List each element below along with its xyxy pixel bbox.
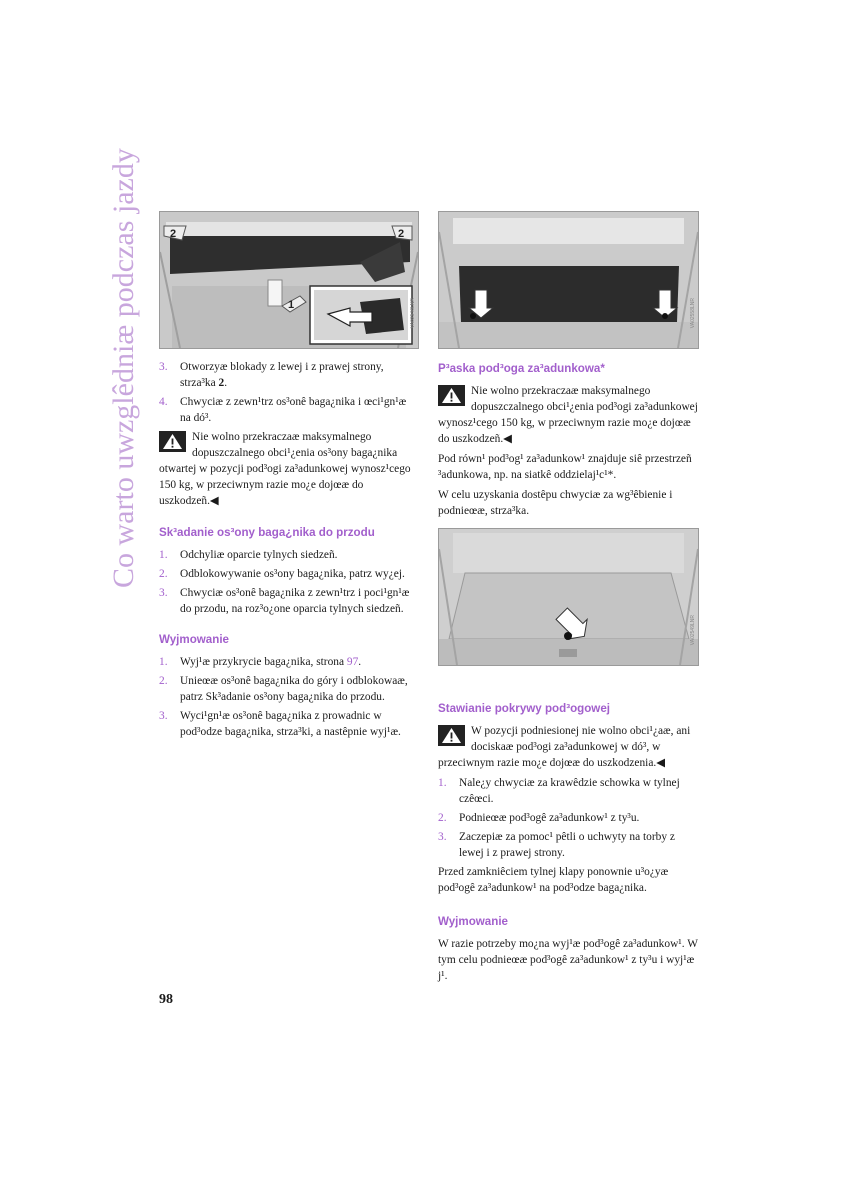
list-item: 2. Odblokowywanie os³ony baga¿nika, patrz wy¿ej. <box>159 568 405 580</box>
warning-block: Nie wolno przekraczaæ maksymalnego dopuszczalnego obci¹¿enia pod³ogi za³adunkowej wynosz¹cego 150 kg, w przeciwnym razie mo¿e dojœæ do uszkodzeñ.◀ <box>438 385 698 445</box>
photo-load-floor-cover <box>438 211 699 349</box>
svg-text:2: 2 <box>398 228 405 240</box>
warning-icon <box>438 725 465 746</box>
warning-icon <box>159 431 186 452</box>
right-column <box>438 361 700 988</box>
page-link[interactable]: 97 <box>346 656 359 668</box>
photo-trunk-cover-release <box>159 211 419 349</box>
warning-icon <box>438 385 465 406</box>
page-number: 98 <box>159 992 173 1007</box>
paragraph: W razie potrzeby mo¿na wyj¹æ pod³ogê za³adunkow¹. W tym celu podnieœæ pod³ogê za³adunkow¹ z ty³u i wyj¹æ j¹. <box>438 938 698 982</box>
list-item: 2. Podnieœæ pod³ogê za³adunkow¹ z ty³u. <box>438 812 640 824</box>
list-item: 3. Chwyciæ os³onê baga¿nika z zewn¹trz i poci¹gn¹æ do przodu, na roz³o¿one oparcia tylnych siedzeñ. <box>159 587 410 615</box>
list-item: 4. Chwyciæ z zewn¹trz os³onê baga¿nika i œci¹gn¹æ na dó³. <box>159 396 407 424</box>
list-item: 3. Wyci¹gn¹æ os³onê baga¿nika z prowadnic w pod³odze baga¿nika, strza³ki, a nastêpnie wyj¹æ. <box>159 710 401 738</box>
photo-code: VA02546LNR <box>410 298 416 329</box>
photo-code: VA02549LNR <box>690 615 696 646</box>
svg-text:1: 1 <box>288 299 295 311</box>
left-column <box>159 359 419 743</box>
paragraph: Przed zamkniêciem tylnej klapy ponownie u³o¿yæ pod³ogê za³adunkow¹ na pod³odze baga¿nika. <box>438 866 669 894</box>
list-item: 1. Nale¿y chwyciæ za krawêdzie schowka w tylnej czêœci. <box>438 777 680 805</box>
section-heading: P³aska pod³oga za³adunkowa* <box>438 362 605 375</box>
section-heading: Wyjmowanie <box>438 915 509 928</box>
section-heading: Wyjmowanie <box>159 633 230 646</box>
svg-text:2: 2 <box>170 228 177 240</box>
list-item: 2. Unieœæ os³onê baga¿nika do góry i odblokowaæ, patrz Sk³adanie os³ony baga¿nika do przodu. <box>159 675 408 703</box>
list-item: 3. Zaczepiæ za pomoc¹ pêtli o uchwyty na torby z lewej i z prawej strony. <box>438 831 675 859</box>
list-item: 1. Wyj¹æ przykrycie baga¿nika, strona 97. <box>159 656 362 668</box>
warning-block: W pozycji podniesionej nie wolno obci¹¿aæ, ani dociskaæ pod³ogi za³adunkowej w dó³, w przeciwnym razie mo¿e dojœæ do uszkodzenia.◀ <box>438 725 691 769</box>
warning-block: Nie wolno przekraczaæ maksymalnego dopuszczalnego obci¹¿enia os³ony baga¿nika otwartej w pozycji pod³ogi za³adunkowej wynosz¹cego 150 kg, w przeciwnym razie mo¿e dojœæ do uszkodzeñ.◀ <box>159 431 411 507</box>
photo-code: VA02558LNR <box>690 298 696 329</box>
section-heading: Sk³adanie os³ony baga¿nika do przodu <box>159 526 375 539</box>
list-item: 3. Otworzyæ blokady z lewej i z prawej strony, strza³ka 2. <box>159 361 384 389</box>
paragraph: W celu uzyskania dostêpu chwyciæ za wg³êbienie i podnieœæ, strza³ka. <box>438 489 673 517</box>
section-heading: Stawianie pokrywy pod³ogowej <box>438 702 610 715</box>
chapter-side-title: Co warto uwzglêdniæ podczas jazdy <box>107 148 140 588</box>
list-item: 1. Odchyliæ oparcie tylnych siedzeñ. <box>159 549 338 561</box>
paragraph: Pod równ¹ pod³og¹ za³adunkow¹ znajduje siê przestrzeñ ³adunkowa, np. na siatkê oddzielaj¹c¹*. <box>438 453 692 481</box>
